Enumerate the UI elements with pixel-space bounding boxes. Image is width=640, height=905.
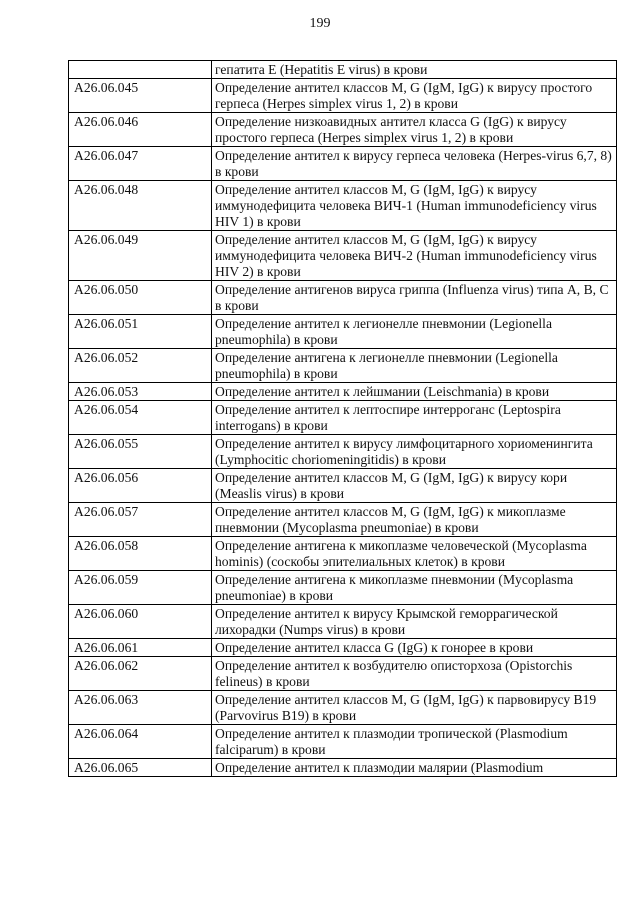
service-code-cell: A26.06.046 [69, 113, 212, 147]
service-description-cell: Определение антител классов M, G (IgM, IgG) к парвовирусу B19 (Parvovirus B19) в крови [212, 691, 617, 725]
service-description-cell: Определение антигена к микоплазме пневмонии (Mycoplasma pneumoniae) в крови [212, 571, 617, 605]
table-row [69, 181, 617, 231]
service-description-cell: Определение антител к вирусу Крымской геморрагической лихорадки (Numps virus) в крови [212, 605, 617, 639]
service-code-cell: A26.06.055 [69, 435, 212, 469]
table-row [69, 281, 617, 315]
service-code-cell: A26.06.052 [69, 349, 212, 383]
table-row [69, 759, 617, 777]
table-row [69, 639, 617, 657]
service-code-cell: A26.06.054 [69, 401, 212, 435]
table-body [69, 61, 617, 777]
service-description-cell: Определение антигена к легионелле пневмонии (Legionella pneumophila) в крови [212, 349, 617, 383]
table-row [69, 147, 617, 181]
service-description-cell: Определение антител классов M, G (IgM, IgG) к вирусу иммунодефицита человека ВИЧ-2 (Human immunodeficiency virus HIV 2) в крови [212, 231, 617, 281]
service-code-cell: A26.06.064 [69, 725, 212, 759]
service-code-cell: A26.06.065 [69, 759, 212, 777]
service-code-cell: A26.06.060 [69, 605, 212, 639]
service-description-cell: Определение антигенов вируса гриппа (Influenza virus) типа A, B, C в крови [212, 281, 617, 315]
service-code-cell: A26.06.057 [69, 503, 212, 537]
service-code-cell [69, 61, 212, 79]
service-code-cell: A26.06.047 [69, 147, 212, 181]
service-description-cell: Определение антител классов M, G (IgM, IgG) к вирусу простого герпеса (Herpes simplex virus 1, 2) в крови [212, 79, 617, 113]
table-row [69, 691, 617, 725]
service-code-cell: A26.06.053 [69, 383, 212, 401]
service-description-cell: гепатита E (Hepatitis E virus) в крови [212, 61, 617, 79]
service-description-cell: Определение антител классов M, G (IgM, IgG) к микоплазме пневмонии (Mycoplasma pneumoniae) в крови [212, 503, 617, 537]
table-row [69, 469, 617, 503]
table-row [69, 383, 617, 401]
service-code-cell: A26.06.062 [69, 657, 212, 691]
service-description-cell: Определение низкоавидных антител класса G (IgG) к вирусу простого герпеса (Herpes simplex virus 1, 2) в крови [212, 113, 617, 147]
service-description-cell: Определение антител классов M, G (IgM, IgG) к вирусу кори (Measlis virus) в крови [212, 469, 617, 503]
service-description-cell: Определение антител к плазмодии тропической (Plasmodium falciparum) в крови [212, 725, 617, 759]
table-row [69, 113, 617, 147]
service-description-cell: Определение антител к вирусу лимфоцитарного хориоменингита (Lymphocitic choriomeningitidis) в крови [212, 435, 617, 469]
service-description-cell: Определение антител к вирусу герпеса человека (Herpes-virus 6,7, 8) в крови [212, 147, 617, 181]
page-number: 199 [309, 16, 331, 31]
table-row [69, 79, 617, 113]
service-code-cell: A26.06.063 [69, 691, 212, 725]
service-code-cell: A26.06.049 [69, 231, 212, 281]
table-row [69, 349, 617, 383]
service-description-cell: Определение антител к легионелле пневмонии (Legionella pneumophila) в крови [212, 315, 617, 349]
service-description-cell: Определение антигена к микоплазме человеческой (Mycoplasma hominis) (соскобы эпителиальных клеток) в крови [212, 537, 617, 571]
service-description-cell: Определение антител к плазмодии малярии (Plasmodium [212, 759, 617, 777]
table-row [69, 605, 617, 639]
service-code-cell: A26.06.050 [69, 281, 212, 315]
table-row [69, 401, 617, 435]
service-code-cell: A26.06.061 [69, 639, 212, 657]
service-description-cell: Определение антител к возбудителю описторхоза (Opistorchis felineus) в крови [212, 657, 617, 691]
table-row [69, 503, 617, 537]
service-description-cell: Определение антител классов M, G (IgM, IgG) к вирусу иммунодефицита человека ВИЧ-1 (Human immunodeficiency virus HIV 1) в крови [212, 181, 617, 231]
table-row [69, 231, 617, 281]
service-code-cell: A26.06.048 [69, 181, 212, 231]
service-description-cell: Определение антител к лептоспире интерроганс (Leptospira interrogans) в крови [212, 401, 617, 435]
table-row [69, 61, 617, 79]
table-row [69, 537, 617, 571]
service-code-cell: A26.06.045 [69, 79, 212, 113]
service-description-cell: Определение антител класса G (IgG) к гонорее в крови [212, 639, 617, 657]
table-row [69, 315, 617, 349]
service-code-cell: A26.06.059 [69, 571, 212, 605]
table-row [69, 725, 617, 759]
table-row [69, 435, 617, 469]
service-code-cell: A26.06.056 [69, 469, 212, 503]
service-description-cell: Определение антител к лейшмании (Leischmania) в крови [212, 383, 617, 401]
service-code-cell: A26.06.058 [69, 537, 212, 571]
table-row [69, 657, 617, 691]
table-row [69, 571, 617, 605]
service-codes-table [68, 60, 617, 777]
service-code-cell: A26.06.051 [69, 315, 212, 349]
